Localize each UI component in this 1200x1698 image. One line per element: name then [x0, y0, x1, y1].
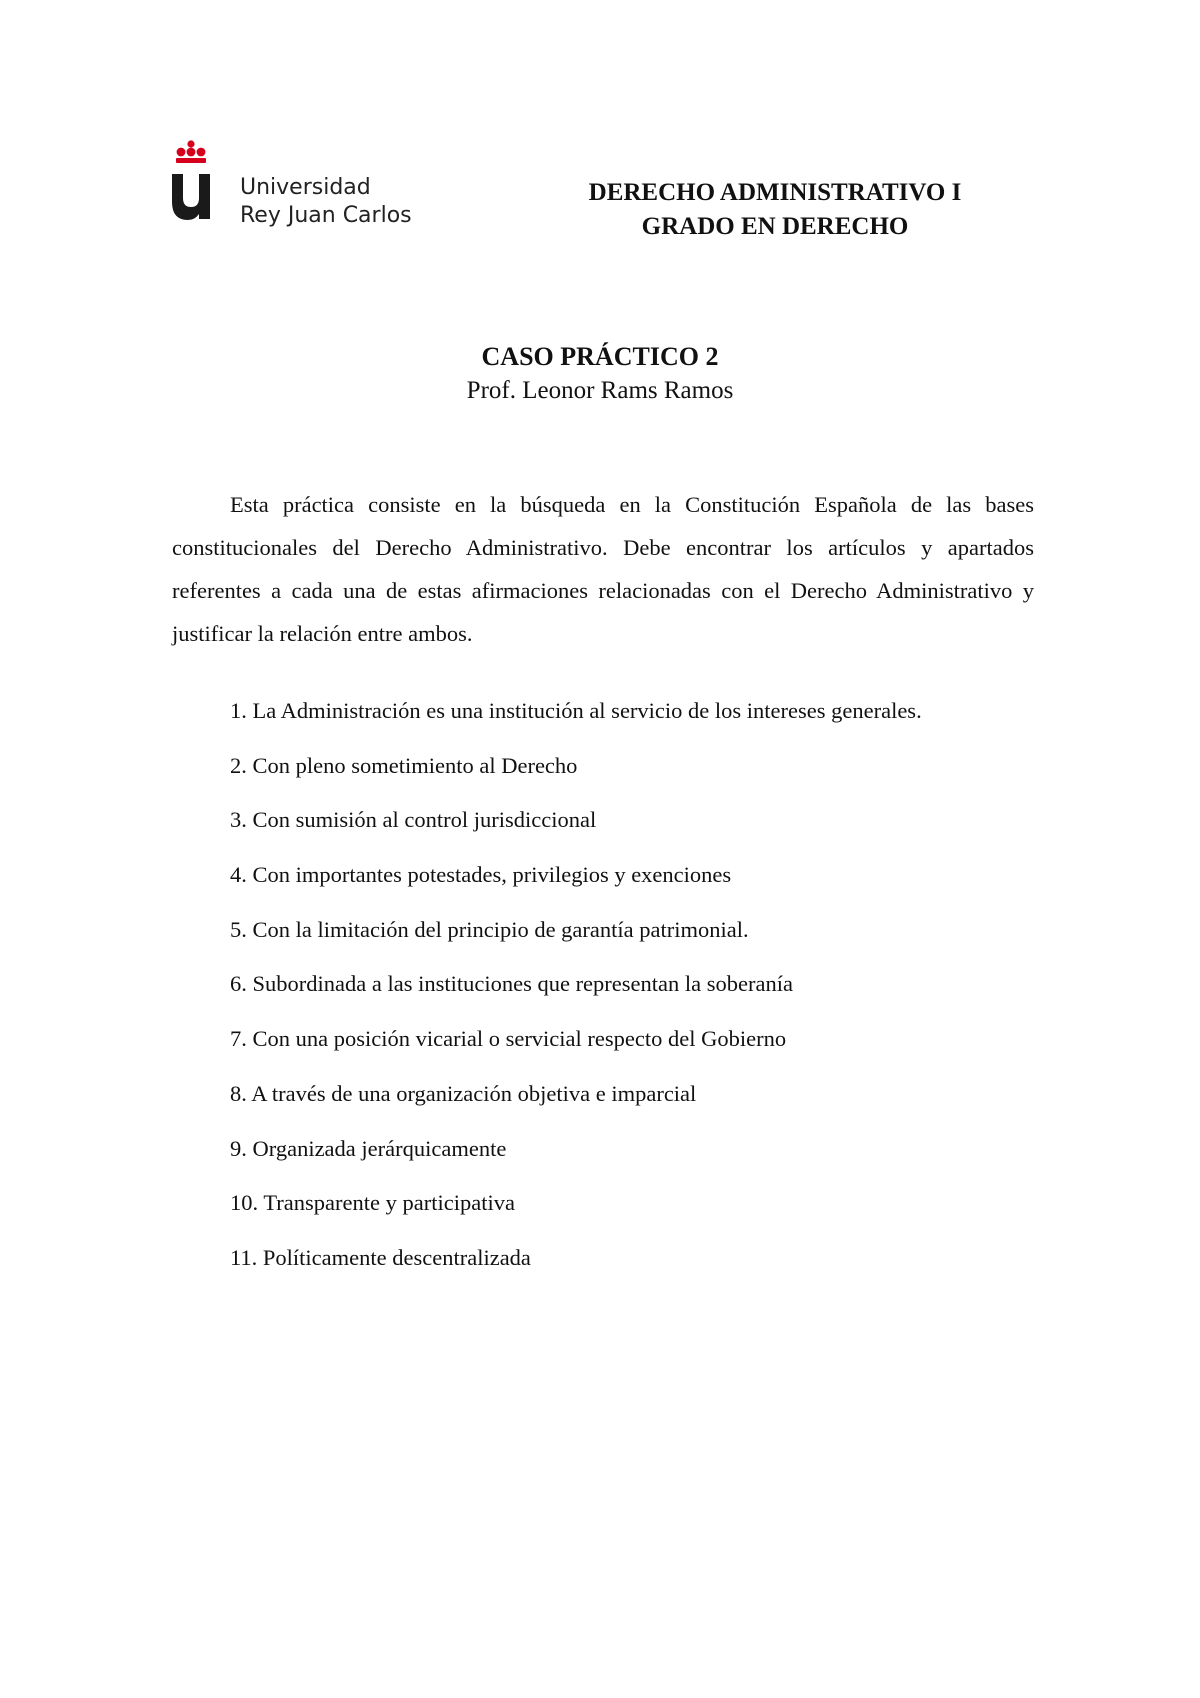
- list-item: 9. Organizada jerárquicamente: [230, 1135, 507, 1161]
- list-item: 1. La Administración es una institución al servicio de los intereses generales.: [230, 698, 922, 723]
- intro-paragraph: Esta práctica consiste en la búsqueda en la Constitución Española de las bases constitucionales del Derecho Administrativo. Debe encontrar los artículos y apartados referentes a cada una de estas afirmaciones relacionadas con el Derecho Administrativo y justificar la relación entre ambos.: [172, 491, 1034, 646]
- title-block: [0, 340, 1200, 408]
- degree-title: GRADO EN DERECHO: [641, 213, 909, 240]
- university-name: [240, 174, 412, 230]
- urjc-emblem-icon: [170, 140, 230, 220]
- list-item: 7. Con una posición vicarial o servicial respecto del Gobierno: [230, 1026, 787, 1052]
- statement-list: [230, 697, 922, 1299]
- case-title: CASO PRÁCTICO 2: [481, 342, 719, 371]
- list-item: 8. A través de una organización objetiva e imparcial: [230, 1080, 697, 1106]
- university-logo: [170, 140, 430, 230]
- university-name-line2: Rey Juan Carlos: [240, 203, 412, 228]
- list-item: 10. Transparente y participativa: [230, 1190, 515, 1216]
- list-item: 11. Políticamente descentralizada: [230, 1244, 531, 1270]
- course-header: [540, 176, 1010, 244]
- list-item: 3. Con sumisión al control jurisdiccional: [230, 807, 597, 833]
- list-item: 5. Con la limitación del principio de garantía patrimonial.: [230, 916, 749, 942]
- course-title: DERECHO ADMINISTRATIVO I: [588, 179, 962, 206]
- university-name-line1: Universidad: [240, 175, 371, 200]
- list-item: 2. Con pleno sometimiento al Derecho: [230, 752, 578, 778]
- list-item: 6. Subordinada a las instituciones que representan la soberanía: [230, 971, 793, 997]
- list-item: 4. Con importantes potestades, privilegios y exenciones: [230, 862, 732, 888]
- professor-name: Prof. Leonor Rams Ramos: [466, 377, 734, 404]
